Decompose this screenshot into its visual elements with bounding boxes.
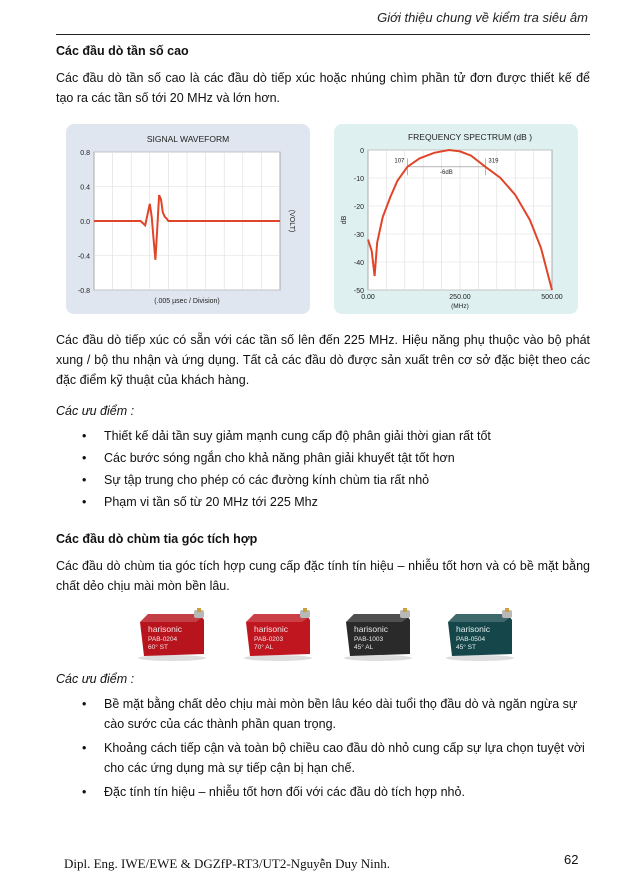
probe-angle-label: 70° AL xyxy=(254,644,274,651)
y-tick-label: 0.4 xyxy=(80,184,90,192)
y-tick-label: -50 xyxy=(353,288,364,295)
paragraph-contact-probes: Các đầu dò tiếp xúc có sẵn với các tần số lên đến 225 MHz. Hiệu năng phụ thuộc vào bộ phát xung / bộ thu nhận và ứng dụng. Tất cả các đầu dò được sản xuất trên cơ sở đặc biệt theo các đặc điểm kỹ thuật của khách hàng. xyxy=(56,333,590,387)
x-axis-label: (MHz) xyxy=(451,303,469,310)
advantages-list-2 xyxy=(56,694,590,802)
probe-model-label: PAB-0203 xyxy=(254,636,284,643)
list-item-text: Khoảng cách tiếp cận và toàn bộ chiều cao đầu dò nhỏ cung cấp sự lựa chọn tuyệt vời cho các ứng dụng mà sự tiếp cận bị hạn chế. xyxy=(104,741,585,775)
probe-angle-label: 60° ST xyxy=(148,644,168,651)
list-item xyxy=(56,426,590,446)
list-item xyxy=(56,738,590,778)
bullet-icon: • xyxy=(82,495,87,509)
probe-model-label: PAB-1003 xyxy=(354,636,384,643)
frequency-spectrum-panel xyxy=(334,124,578,314)
footer-author: Dipl. Eng. IWE/EWE & DGZfP-RT3/UT2-Nguyễn Duy Ninh. xyxy=(64,856,390,871)
chart-title: FREQUENCY SPECTRUM (dB ) xyxy=(407,132,533,142)
y-tick-label: -0.4 xyxy=(77,253,90,261)
y-tick-label: -0.8 xyxy=(77,288,90,295)
probe-model-label: PAB-0204 xyxy=(148,636,178,643)
y-tick-label: -30 xyxy=(353,232,364,239)
paragraph-high-frequency-intro: Các đầu dò tần số cao là các đầu dò tiếp xúc hoặc nhúng chìm phần tử đơn được thiết kế để tạo ra các tần số tới 20 MHz và lớn hơn. xyxy=(56,71,590,105)
y-tick-label: -20 xyxy=(353,204,364,211)
advantages-label-2: Các ưu điểm : xyxy=(56,672,135,686)
y-tick-label: -10 xyxy=(353,176,364,183)
list-item xyxy=(56,492,590,512)
x-axis-label: (.005 µsec / Division) xyxy=(154,298,220,305)
list-item xyxy=(56,470,590,490)
paragraph-angle-beam-intro: Các đầu dò chùm tia góc tích hợp cung cấp đặc tính tín hiệu – nhiễu tốt hơn và có bề mặt bằng chất dẻo chịu mài mòn bền lâu. xyxy=(56,559,590,593)
section-heading-angle-beam: Các đầu dò chùm tia góc tích hợp xyxy=(56,532,258,546)
probe-photo xyxy=(134,608,210,662)
probe-brand-label: harisonic xyxy=(254,624,289,634)
probe-photo xyxy=(240,608,316,662)
bullet-icon: • xyxy=(82,697,87,711)
annotation-label: 319 xyxy=(488,158,499,165)
probe-model-label: PAB-0504 xyxy=(456,636,486,643)
bullet-icon: • xyxy=(82,473,87,487)
list-item xyxy=(56,448,590,468)
probe-angle-label: 45° AL xyxy=(354,644,374,651)
signal-waveform-panel xyxy=(66,124,310,314)
x-tick-label: 250.00 xyxy=(449,294,471,301)
probe-brand-label: harisonic xyxy=(148,624,183,634)
probe-brand-label: harisonic xyxy=(456,624,491,634)
list-item-text: Các bước sóng ngắn cho khả năng phân giải khuyết tật tốt hơn xyxy=(104,451,455,465)
x-tick-label: 0.00 xyxy=(361,294,375,301)
bullet-icon: • xyxy=(82,451,87,465)
annotation-label: 107 xyxy=(394,158,405,165)
signal-waveform-chart xyxy=(66,124,310,314)
y-axis-label: dB xyxy=(341,215,348,225)
list-item-text: Bề mặt bằng chất dẻo chịu mài mòn bền lâu kéo dài tuổi thọ đầu dò và ngăn ngừa sự cào sước của các thành phần quan trọng. xyxy=(104,697,578,731)
page-number: 62 xyxy=(564,852,579,867)
y-tick-label: 0 xyxy=(360,148,364,155)
section-heading-high-frequency: Các đầu dò tần số cao xyxy=(56,44,189,58)
chart-title: SIGNAL WAVEFORM xyxy=(146,134,230,144)
advantages-list-1 xyxy=(56,426,590,512)
header-rule xyxy=(56,34,590,35)
probe-angle-label: 45° ST xyxy=(456,644,476,651)
x-tick-label: 500.00 xyxy=(541,294,563,301)
list-item-text: Thiết kế dải tần suy giảm mạnh cung cấp độ phân giải thời gian rất tốt xyxy=(104,429,491,443)
list-item xyxy=(56,782,590,802)
y-tick-label: 0.0 xyxy=(80,219,90,226)
list-item-text: Sự tập trung cho phép có các đường kính chùm tia rất nhỏ xyxy=(104,473,430,487)
probe-brand-label: harisonic xyxy=(354,624,389,634)
probe-photo xyxy=(442,608,518,662)
y-tick-label: 0.8 xyxy=(80,150,90,157)
frequency-spectrum-chart xyxy=(334,124,578,314)
y-axis-label: (VOLT) xyxy=(288,209,295,233)
advantages-label-1: Các ưu điểm : xyxy=(56,404,135,418)
list-item xyxy=(56,694,590,734)
list-item-text: Đặc tính tín hiệu – nhiễu tốt hơn đối với các đầu dò tích hợp nhỏ. xyxy=(104,785,465,799)
probe-photo xyxy=(340,608,416,662)
annotation-label: -6dB xyxy=(440,169,453,176)
bullet-icon: • xyxy=(82,429,87,443)
list-item-text: Phạm vi tần số từ 20 MHz tới 225 Mhz xyxy=(104,495,318,509)
bullet-icon: • xyxy=(82,785,87,799)
bullet-icon: • xyxy=(82,741,87,755)
page-header-title: Giới thiệu chung về kiểm tra siêu âm xyxy=(377,10,588,25)
y-tick-label: -40 xyxy=(353,260,364,267)
